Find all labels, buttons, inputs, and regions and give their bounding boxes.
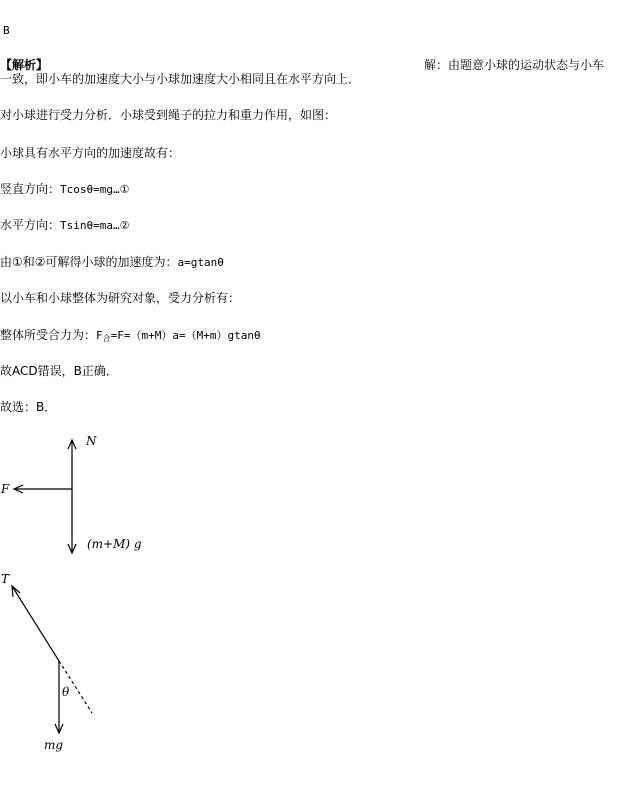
vertical-label: 竖直方向： bbox=[0, 182, 61, 196]
ball-force-diagram bbox=[0, 570, 120, 760]
solve-line bbox=[0, 255, 224, 270]
label-total-weight: (m+M) g bbox=[87, 537, 142, 551]
force-analysis-line: 对小球进行受力分析．小球受到绳子的拉力和重力作用，如图： bbox=[0, 108, 337, 122]
label-F: F bbox=[1, 482, 10, 496]
net-force-symbol: F bbox=[96, 329, 103, 342]
horizontal-label: 水平方向： bbox=[0, 218, 61, 232]
tension-arrow bbox=[12, 586, 59, 661]
whole-system-line: 以小车和小球整体为研究对象，受力分析有： bbox=[0, 291, 241, 305]
horizontal-accel-line: 小球具有水平方向的加速度故有： bbox=[0, 146, 181, 160]
analysis-label: 【解析】 bbox=[0, 58, 49, 72]
label-theta: θ bbox=[62, 685, 70, 699]
net-force-line bbox=[0, 328, 261, 346]
solve-prefix: 由①和②可解得小球的加速度为： bbox=[0, 255, 178, 269]
analysis-intro-right: 解：由题意小球的运动状态与小车 bbox=[424, 58, 605, 72]
net-force-label: 整体所受合力为： bbox=[0, 328, 97, 342]
label-N: N bbox=[86, 434, 97, 448]
conclusion-line: 故ACD错误，B正确． bbox=[0, 364, 118, 378]
label-T: T bbox=[1, 572, 10, 586]
horizontal-equation: Tsinθ=ma…② bbox=[60, 219, 130, 232]
solve-equation: a=gtanθ bbox=[177, 256, 224, 269]
analysis-intro-continued: 一致，即小车的加速度大小与小球加速度大小相同且在水平方向上． bbox=[0, 72, 361, 86]
net-force-equation: =F=（m+M）a=（M+m）gtanθ bbox=[110, 329, 261, 342]
choice-line: 故选：B． bbox=[0, 400, 57, 414]
net-force-subscript: 合 bbox=[102, 334, 111, 343]
vertical-equation-line bbox=[0, 182, 129, 197]
answer-letter: B bbox=[3, 24, 10, 37]
whole-system-force-diagram bbox=[0, 425, 200, 565]
vertical-equation: Tcosθ=mg…① bbox=[60, 183, 130, 196]
horizontal-equation-line bbox=[0, 218, 129, 233]
label-mg: mg bbox=[44, 738, 64, 752]
